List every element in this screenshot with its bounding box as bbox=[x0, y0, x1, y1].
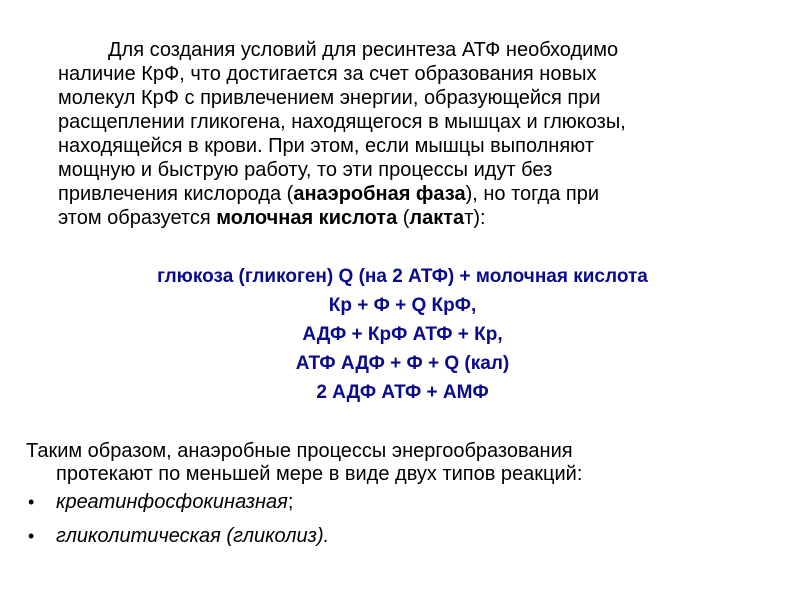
list-item bbox=[26, 490, 766, 514]
text-fragment: привлечения кислорода ( bbox=[58, 183, 294, 205]
intro-line: молекул КрФ с привлечением энергии, образующейся при bbox=[58, 87, 601, 109]
intro-line bbox=[58, 182, 758, 206]
reaction-types-list bbox=[26, 490, 766, 558]
equation-myokinase: 2 АДФ АТФ + АМФ bbox=[316, 382, 489, 403]
intro-line: мощную и быструю работу, то эти процессы идут без bbox=[58, 159, 553, 181]
equation-atp-hydrolysis: АТФ АДФ + Ф + Q (кал) bbox=[295, 353, 510, 374]
list-item-suffix: ; bbox=[287, 491, 294, 513]
equation-creatine-phosphate: Кр + Ф + Q КрФ, bbox=[328, 295, 477, 316]
intro-line: наличие КрФ, что достигается за счет образования новых bbox=[58, 63, 597, 85]
term-lactate: лакта bbox=[409, 207, 465, 229]
list-item-text: креатинфосфокиназная bbox=[56, 491, 288, 513]
term-anaerobic-phase: анаэробная фаза bbox=[293, 183, 466, 205]
bullet-icon: • bbox=[28, 526, 35, 546]
text-fragment: ( bbox=[397, 207, 410, 229]
term-lactic-acid: молочная кислота bbox=[216, 207, 398, 229]
conclusion-line: Таким образом, анаэробные процессы энергообразования bbox=[26, 440, 573, 462]
list-item bbox=[26, 524, 766, 548]
reaction-equations bbox=[40, 262, 765, 407]
intro-line: находящейся в крови. При этом, если мышцы выполняют bbox=[58, 135, 594, 157]
text-fragment: этом образуется bbox=[58, 207, 217, 229]
conclusion-paragraph bbox=[26, 440, 766, 486]
equation-adp-crf: АДФ + КрФ АТФ + Кр, bbox=[302, 324, 503, 345]
text-fragment: ), но тогда при bbox=[465, 183, 600, 205]
list-item-text: гликолитическая (гликолиз). bbox=[56, 525, 330, 547]
intro-line: расщеплении гликогена, находящегося в мышцах и глюкозы, bbox=[58, 111, 626, 133]
intro-line: Для создания условий для ресинтеза АТФ необходимо bbox=[108, 39, 619, 61]
conclusion-line: протекают по меньшей мере в виде двух типов реакций: bbox=[56, 463, 583, 485]
bullet-icon: • bbox=[28, 492, 35, 512]
text-fragment: т): bbox=[464, 207, 486, 229]
equation-glycolysis: глюкоза (гликоген) Q (на 2 АТФ) + молочная кислота bbox=[157, 266, 648, 287]
intro-paragraph bbox=[58, 38, 758, 230]
intro-line bbox=[58, 206, 758, 230]
